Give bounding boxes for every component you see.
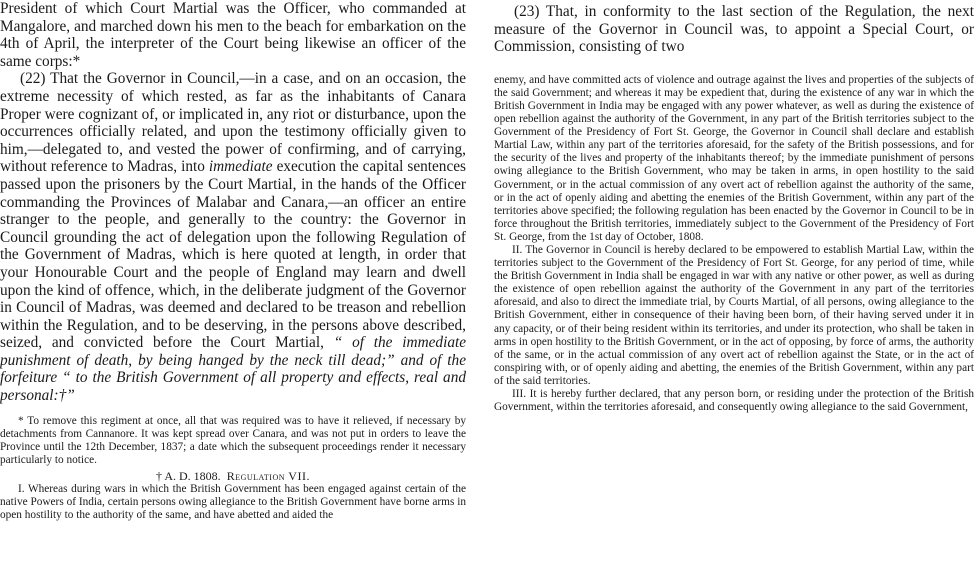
regulation-section-ii: II. The Governor in Council is hereby declared to be empowered to establish Martial Law, within the territories subject to the Government of the Presidency of Fort St. George, for any period of time, while the British Government in India shall be engaged in war with any native or other power, as well as during the existence of open rebellion against the authority of the Government in any part of the territories aforesaid, and also to direct the immediate trial, by Courts Martial, of all persons, owing allegiance to the British Government, either in consequence of their having been born, of their having served under it in any capacity, or of their being resident within its territories, and under its protection, who shall be taken in arms in open hostility to the British Government, or in the act of opposing, by force of arms, the authority of the same, or in the actual commission of any overt act of rebellion against the State, or in the act of conspiring with, or of openly aiding and abetting, the enemies of the British Government, within any part of the said territories.	[494, 244, 974, 387]
regulation-section-iii: III. It is hereby further declared, that any person born, or residing under the protection of the British Government, within the territories aforesaid, and consequently owing allegiance to the said Government,	[494, 388, 974, 414]
regulation-section-i: I. Whereas during wars in which the British Government has been engaged against certain of the native Powers of India, certain persons owing allegiance to the British Government have borne arms in open hostility to the authority of the same, and have abetted and aided the	[0, 483, 466, 522]
regulation-heading	[0, 469, 466, 483]
paragraph-23: (23) That, in conformity to the last section of the Regulation, the next measure of the Governor in Council was, to appoint a Special Court, or Commission, consisting of two	[494, 3, 974, 56]
left-page	[0, 0, 466, 585]
paragraph-22	[0, 70, 466, 404]
footnote: * To remove this regiment at once, all that was required was to have it relieved, if necessary by detachments from Cannanore. It was kept spread over Canara, and was not put in orders to leave the Province until the 12th December, 1837; a date which the subsequent proceedings render it necessary particularly to notice.	[0, 414, 466, 466]
paragraph-22-and: and of the forfeiture	[0, 351, 466, 387]
paragraph-22-text-b: execution the capital sentences passed upon the prisoners by the Court Martial, in the hands of the Officer commanding the Provinces of Malabar and Canara,—an officer an entire stranger to the people, and generally to the country: the Governor in Council grounding the act of delegation upon the following Regulation of the Government of Madras, which is here quoted at length, in order that your Honourable Court and the people of England may learn and dwell upon the kind of offence, which, in the deliberate judgment of the Governor in Council of Madras, was deemed and declared to be treason and rebellion within the Regulation, and to be deserving, in the persons above described, seized, and convicted before the Court Martial,	[0, 158, 466, 352]
paragraph-22-text-a: (22) That the Governor in Council,—in a case, and on an occasion, the extreme necessity of which rested, as far as the inhabitants of Canara Proper were cognizant of, or implicated in, any riot or disturbance, upon the occurrences officially related, and upon the testimony officially given to him,—delegated to, and vested the power of confirming, and of carrying, without reference to Madras, into	[0, 70, 466, 176]
right-page	[494, 0, 974, 585]
paragraph-22-quote-death: “ of the immediate punishment of death, by being hanged by the neck till dead;”	[0, 334, 466, 369]
regulation-date: † A. D. 1808.	[156, 469, 221, 484]
paragraph-continuation: President of which Court Martial was the Officer, who commanded at Mangalore, and marched down his men to the beach for embarkation on the 4th of April, the interpreter of the Court being likewise an officer of the same corps:*	[0, 0, 466, 70]
paragraph-22-immediate: immediate	[208, 158, 273, 176]
regulation-name: Regulation VII.	[226, 469, 310, 484]
paragraph-22-quote-forfeiture: “ to the British Government of all property and effects, real and personal:†”	[0, 369, 466, 405]
regulation-continuation: enemy, and have committed acts of violence and outrage against the lives and properties of the subjects of the said Government; and whereas it may be expedient that, during the existence of any war in which the British Government in India may be engaged with any power whatever, as well as during the existence of open rebellion against the authority of the Government, in any part of the British territories subject to the Government of the Presidency of Fort St. George, the Governor in Council shall declare and establish Martial Law, within any part of the territories aforesaid, for the safety of the British possessions, and for the security of the lives and property of the inhabitants thereof; by the immediate punishment of persons owing allegiance to the British Government, who may be taken in arms, in open hostility to the said Government, or in the actual commission of any overt act of rebellion against the authority of the same, or in the act of openly aiding and abetting the enemies of the British Government, within any part of the territories above specified; the following regulation has been enacted by the Governor in Council to be in force throughout the British territories, immediately subject to the Government of the Presidency of Fort St. George, from the 1st day of October, 1808.	[494, 73, 974, 243]
